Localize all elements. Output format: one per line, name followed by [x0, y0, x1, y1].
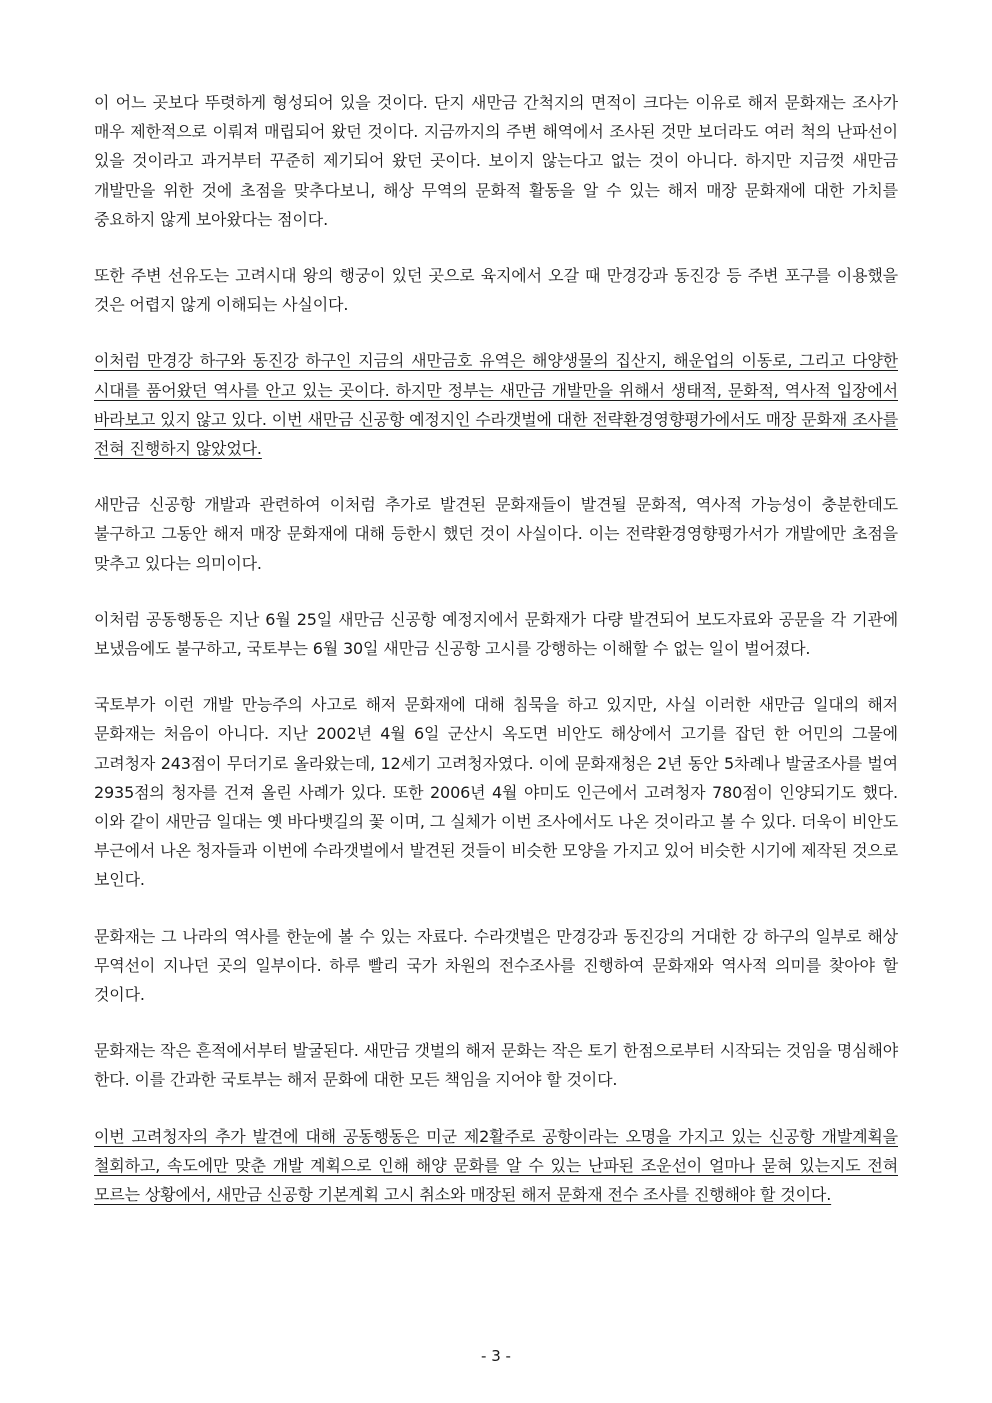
- paragraph: 문화재는 작은 흔적에서부터 발굴된다. 새만금 갯벌의 해저 문화는 작은 토기 한점으로부터 시작되는 것임을 명심해야 한다. 이를 간과한 국토부는 해저 문화에 대한 모든 책임을 지어야 할 것이다.: [94, 1041, 898, 1090]
- underlined-paragraph: 이처럼 만경강 하구와 동진강 하구인 지금의 새만금호 유역은 해양생물의 집산지, 해운업의 이동로, 그리고 다양한 시대를 품어왔던 역사를 안고 있는 곳이다. 하지만 정부는 새만금 개발만을 위해서 생태적, 문화적, 역사적 입장에서 바라보고 있지 않고 있다. 이번 새만금 신공항 예정지인 수라갯벌에 대한 전략환경영향평가에서도 매장 문화재 조사를 전혀 진행하지 않았었다.: [94, 351, 898, 459]
- paragraph: 이처럼 공동행동은 지난 6월 25일 새만금 신공항 예정지에서 문화재가 다량 발견되어 보도자료와 공문을 각 기관에 보냈음에도 불구하고, 국토부는 6월 30일 새만금 신공항 고시를 강행하는 이해할 수 없는 일이 벌어졌다.: [94, 609, 898, 659]
- paragraph: 또한 주변 선유도는 고려시대 왕의 행궁이 있던 곳으로 육지에서 오갈 때 만경강과 동진강 등 주변 포구를 이용했을 것은 어렵지 않게 이해되는 사실이다.: [94, 266, 898, 315]
- paragraph: 새만금 신공항 개발과 관련하여 이처럼 추가로 발견된 문화재들이 발견될 문화적, 역사적 가능성이 충분한데도 불구하고 그동안 해저 매장 문화재에 대해 등한시 했던 것이 사실이다. 이는 전략환경영향평가서가 개발에만 초점을 맞추고 있다는 의미이다.: [94, 495, 898, 573]
- underlined-paragraph: 이번 고려청자의 추가 발견에 대해 공동행동은 미군 제2활주로 공항이라는 오명을 가지고 있는 신공항 개발계획을 철회하고, 속도에만 맞춘 개발 계획으로 인해 해양 문화를 알 수 있는 난파된 조운선이 얼마나 묻혀 있는지도 전혀 모르는 상황에서, 새만금 신공항 기본계획 고시 취소와 매장된 해저 문화재 전수 조사를 진행해야 할 것이다.: [94, 1126, 898, 1205]
- paragraph: 국토부가 이런 개발 만능주의 사고로 해저 문화재에 대해 침묵을 하고 있지만, 사실 이러한 새만금 일대의 해저 문화재는 처음이 아니다. 지난 2002년 4월 6일 군산시 옥도면 비안도 해상에서 고기를 잡던 한 어민의 그물에 고려청자 243점이 무더기로 올라왔는데, 12세기 고려청자였다. 이에 문화재청은 2년 동안 5차례나 발굴조사를 벌여 2935점의 청자를 건져 올린 사례가 있다. 또한 2006년 4월 야미도 인근에서 고려청자 780점이 인양되기도 했다. 이와 같이 새만금 일대는 옛 바다뱃길의 꽃 이며, 그 실체가 이번 조사에서도 나온 것이라고 볼 수 있다. 더욱이 비안도 부근에서 나온 청자들과 이번에 수라갯벌에서 발견된 것들이 비슷한 모양을 가지고 있어 비슷한 시기에 제작된 것으로 보인다.: [94, 695, 898, 890]
- document-body: [94, 88, 898, 1236]
- paragraph: 문화재는 그 나라의 역사를 한눈에 볼 수 있는 자료다. 수라갯벌은 만경강과 동진강의 거대한 강 하구의 일부로 해상 무역선이 지나던 곳의 일부이다. 하루 빨리 국가 차원의 전수조사를 진행하여 문화재와 역사적 의미를 찾아야 할 것이다.: [94, 926, 898, 1005]
- page-number: - 3 -: [481, 1347, 511, 1365]
- paragraph: 이 어느 곳보다 뚜렷하게 형성되어 있을 것이다. 단지 새만금 간척지의 면적이 크다는 이유로 해저 문화재는 조사가 매우 제한적으로 이뤄져 매립되어 왔던 것이다. 지금까지의 주변 해역에서 조사된 것만 보더라도 여러 척의 난파선이 있을 것이라고 과거부터 꾸준히 제기되어 왔던 곳이다. 보이지 않는다고 없는 것이 아니다. 하지만 지금껏 새만금 개발만을 위한 것에 초점을 맞추다보니, 해상 무역의 문화적 활동을 알 수 있는 해저 매장 문화재에 대한 가치를 중요하지 않게 보아왔다는 점이다.: [94, 93, 898, 229]
